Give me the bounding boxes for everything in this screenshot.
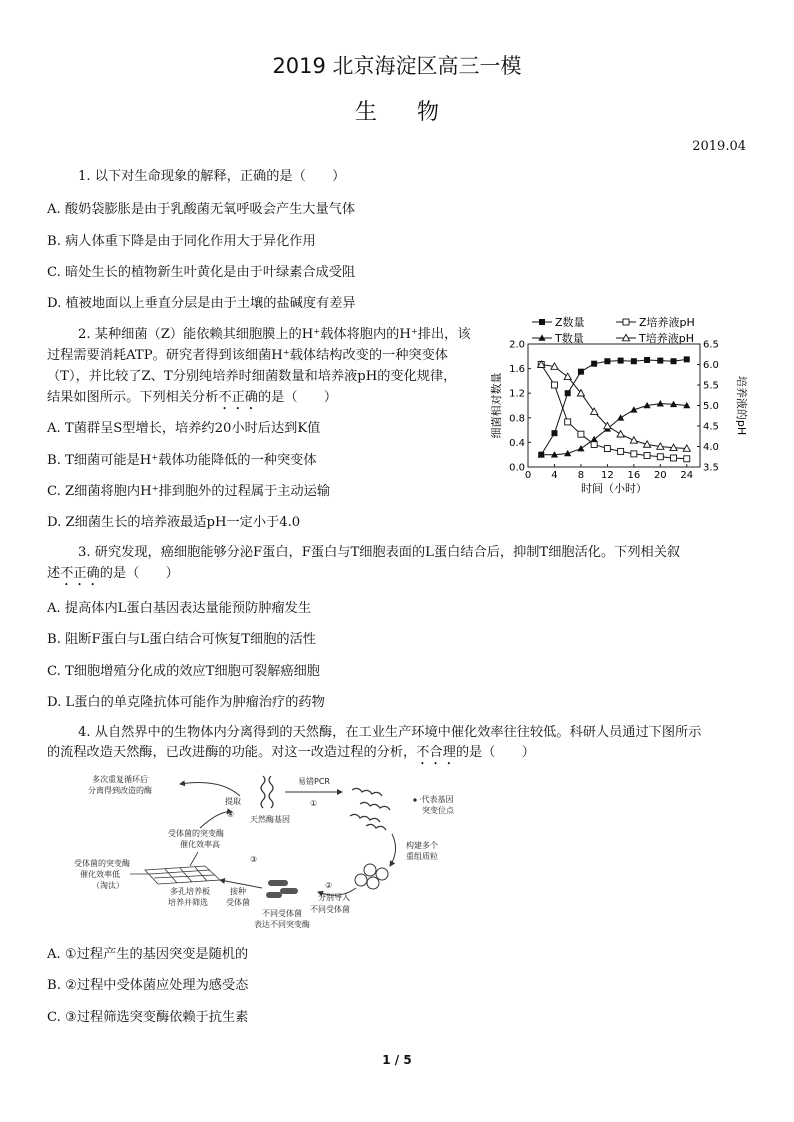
legend-marker	[539, 319, 545, 325]
diagram-natural-gene-label: 天然酶基因	[250, 815, 290, 824]
q3-option-a: A. 提高体内L蛋白基因表达量能预防肿瘤发生	[47, 601, 312, 616]
emphasis-text: 不正确	[218, 390, 258, 405]
y-left-tick-label: 1.2	[509, 388, 525, 400]
q1-stem: 1. 以下对生命现象的解释，正确的是（ ）	[78, 169, 346, 184]
page-number: 1 / 5	[382, 1053, 412, 1067]
plasmid-icon	[355, 864, 388, 889]
subject-title: 生物	[354, 100, 479, 125]
data-point	[671, 358, 677, 364]
diagram-transform-label-2: 不同受体菌	[310, 905, 350, 914]
data-point	[578, 369, 584, 375]
x-tick-label: 8	[577, 470, 585, 481]
data-point	[565, 390, 571, 396]
q2-stem-line-4: 结果如图所示。下列相关分析不正确的是（ ）	[47, 390, 338, 405]
data-point	[657, 358, 663, 364]
diagram-mutation-site-label-2: 突变位点	[422, 806, 454, 815]
q4-option-c: C. ③过程筛选突变酶依赖于抗生素	[47, 1010, 249, 1025]
data-point	[551, 430, 557, 436]
y-right-tick-label: 5.0	[703, 401, 719, 412]
diagram-express-label-1: 不同受体菌	[262, 909, 302, 918]
diagram-mutation-site-label-1: ·代表基因	[419, 795, 454, 804]
data-point	[617, 431, 624, 437]
q4-option-a: A. ①过程产生的基因突变是随机的	[47, 947, 249, 962]
enzyme-engineering-diagram	[70, 770, 454, 935]
diagram-low-label-2: 催化效率低	[80, 870, 120, 879]
q4-stem-line-1: 4. 从自然界中的生物体内分离得到的天然酶，在工业生产环境中催化效率往往较低。科研人员通过下图所示	[78, 725, 702, 740]
data-point	[591, 436, 598, 442]
legend-label: T数量	[555, 332, 584, 345]
step-3-label: ③	[250, 855, 258, 864]
data-point	[564, 373, 571, 379]
q2-stem-line-2: 过程需要消耗ATP。研究者得到该细菌H⁺载体结构改变的一种突变体	[47, 348, 448, 363]
mutated-genes-icon	[350, 788, 390, 830]
legend-marker	[623, 319, 629, 325]
data-point	[657, 454, 663, 460]
y-left-tick-label: 1.6	[509, 364, 525, 376]
y-right-tick-label: 6.5	[703, 339, 719, 351]
q3-stem-line-1: 3. 研究发现，癌细胞能够分泌F蛋白，F蛋白与T细胞表面的L蛋白结合后，抑制T细胞活化。下列相关叙	[78, 545, 681, 560]
x-tick-label: 24	[680, 470, 694, 481]
q4-stem-line-2: 的流程改造天然酶，已改进酶的功能。对这一改造过程的分析，不合理的是（ ）	[47, 745, 535, 760]
data-point	[671, 455, 677, 461]
x-tick-label: 4	[551, 470, 558, 481]
data-point	[644, 453, 650, 459]
data-point	[684, 456, 690, 462]
x-tick-label: 0	[524, 470, 532, 481]
data-point	[551, 382, 557, 388]
diagram-inoculate-label-2: 受体菌	[226, 898, 250, 907]
data-point	[591, 408, 598, 414]
data-point	[565, 419, 571, 425]
data-point	[631, 358, 637, 364]
x-axis-label: 时间（小时）	[581, 482, 647, 495]
x-tick-label: 20	[653, 470, 667, 481]
q2-stem-line-3: （T），并比较了Z、T分别纯培养时细菌数量和培养液pH的变化规律，	[47, 369, 457, 384]
multiwell-plate-icon	[145, 866, 220, 884]
diagram-low-label-3: （淘汰）	[92, 881, 124, 890]
q3-option-b: B. 阻断F蛋白与L蛋白结合可恢复T细胞的活性	[47, 632, 316, 647]
series-line-1	[541, 365, 687, 459]
diagram-pcr-label: 易错PCR	[298, 777, 330, 786]
q2-option-c: C. Z细菌将胞内H⁺排到胞外的过程属于主动运输	[47, 484, 331, 499]
exam-title: 2019 北京海淀区高三一模	[272, 54, 522, 78]
q3-stem-line-2: 述不正确的是（ ）	[47, 566, 179, 581]
data-point	[618, 448, 624, 454]
x-tick-label: 12	[601, 470, 614, 481]
data-point	[618, 358, 624, 364]
exam-date: 2019.04	[692, 139, 746, 154]
legend-label: T培养液pH	[639, 332, 694, 345]
natural-gene-icon	[261, 776, 273, 808]
y-right-tick-label: 6.0	[703, 360, 719, 371]
step-4-label: ④	[227, 810, 235, 819]
legend-label: Z培养液pH	[639, 316, 695, 329]
q2-option-a: A. T菌群呈S型增长，培养约20小时后达到K值	[47, 421, 321, 436]
diagram-express-label-2: 表达不同突变酶	[254, 920, 310, 929]
q2-option-b: B. T细菌可能是H⁺载体功能降低的一种突变体	[47, 453, 317, 468]
data-point	[630, 437, 637, 443]
x-tick-label: 16	[627, 470, 641, 481]
data-point	[684, 356, 690, 362]
y-left-axis-label: 细菌相对数量	[490, 372, 503, 439]
step-2-label: ②	[325, 881, 333, 890]
data-point	[604, 446, 610, 452]
data-point	[657, 400, 664, 406]
data-point	[577, 445, 584, 451]
q3-option-d: D. L蛋白的单克隆抗体可能作为肿瘤治疗的药物	[47, 695, 325, 710]
q2-stem-line-1: 2. 某种细菌（Z）能依赖其细胞膜上的H⁺载体将胞内的H⁺排出，该	[78, 327, 471, 342]
bacteria-growth-chart	[488, 312, 746, 502]
q1-option-b: B. 病人体重下降是由于同化作用大于异化作用	[47, 234, 316, 249]
data-point	[578, 431, 584, 437]
y-right-tick-label: 5.5	[703, 380, 719, 392]
data-point	[591, 441, 597, 447]
q4-option-b: B. ②过程中受体菌应处理为感受态	[47, 978, 249, 993]
y-left-tick-label: 2.0	[509, 339, 525, 351]
diagram-build-label-2: 重组质粒	[406, 852, 438, 861]
data-point	[591, 361, 597, 367]
bacteria-icon	[266, 880, 298, 898]
data-point	[644, 357, 650, 363]
y-left-tick-label: 0.4	[509, 437, 525, 449]
emphasis-text: 不合理	[416, 745, 456, 760]
diagram-plate-label-1: 多孔培养板	[170, 887, 210, 896]
y-left-tick-label: 0.8	[509, 413, 525, 425]
diagram-high-label-1: 受体菌的突变酶	[168, 829, 224, 838]
q3-option-c: C. T细胞增殖分化成的效应T细胞可裂解癌细胞	[47, 664, 320, 679]
y-right-axis-label: 培养液的pH	[735, 375, 748, 436]
pointer-high	[190, 852, 198, 866]
data-point	[617, 414, 624, 420]
data-point	[564, 450, 571, 456]
y-right-tick-label: 3.5	[703, 462, 719, 474]
q1-option-a: A. 酸奶袋膨胀是由于乳酸菌无氧呼吸会产生大量气体	[47, 202, 356, 217]
diagram-inoculate-label-1: 接种	[230, 887, 246, 896]
data-point	[604, 358, 610, 364]
diagram-low-label-1: 受体菌的突变酶	[74, 859, 130, 868]
diagram-repeat-label-1: 多次重复循环后	[92, 775, 148, 784]
y-right-tick-label: 4.0	[703, 442, 719, 453]
y-left-tick-label: 0.0	[509, 462, 525, 474]
diagram-extract-label: 提取	[225, 797, 241, 806]
diagram-transform-label-1: 分别导入	[318, 893, 350, 902]
diagram-plate-label-2: 培养并筛选	[168, 898, 208, 907]
q1-option-c: C. 暗处生长的植物新生叶黄化是由于叶绿素合成受阻	[47, 265, 356, 280]
data-point	[631, 451, 637, 457]
arrow-build	[390, 834, 396, 866]
step-1-label: ①	[310, 799, 318, 808]
diagram-repeat-label-2: 分离得到改造的酶	[88, 786, 152, 795]
diagram-high-label-2: 催化效率高	[180, 840, 220, 849]
q1-option-d: D. 植被地面以上垂直分层是由于土壤的盐碱度有差异	[47, 296, 356, 311]
y-right-tick-label: 4.5	[703, 421, 719, 433]
arrow-extract	[180, 783, 240, 797]
q2-option-d: D. Z细菌生长的培养液最适pH一定小于4.0	[47, 515, 301, 530]
diagram-build-label-1: 构建多个	[406, 841, 438, 850]
legend-label: Z数量	[555, 316, 585, 329]
emphasis-text: 不正确	[60, 566, 100, 581]
